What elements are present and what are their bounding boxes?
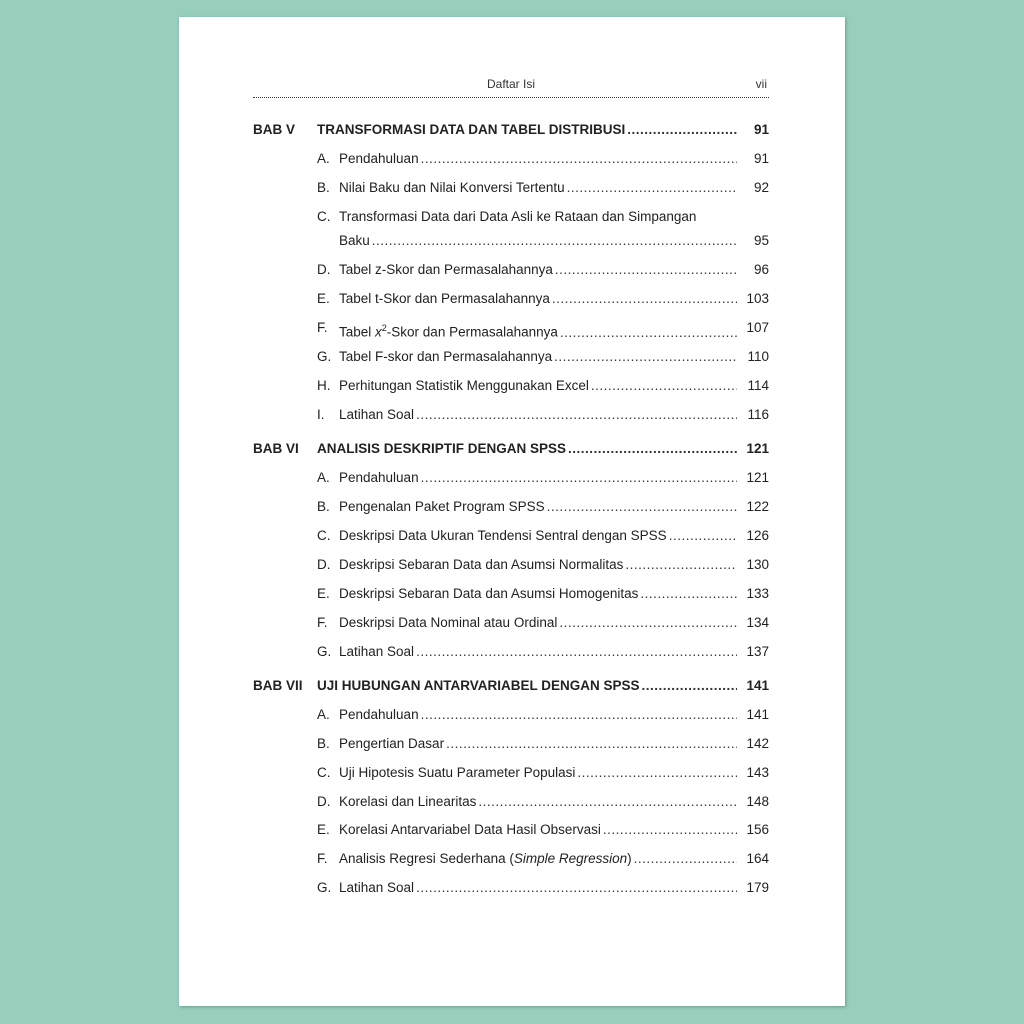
entry-page: 96 xyxy=(753,262,769,277)
chapter-label: BAB VI xyxy=(253,441,299,456)
dot-leader xyxy=(640,586,737,602)
entry-text: Tabel t-Skor dan Permasalahannya xyxy=(339,291,550,306)
entry-text: Deskripsi Data Ukuran Tendensi Sentral dengan SPSS xyxy=(339,528,667,543)
entry-page: 107 xyxy=(746,320,769,335)
page-header xyxy=(253,77,769,98)
entry-text: Uji Hipotesis Suatu Parameter Populasi xyxy=(339,765,576,780)
math-variable: x xyxy=(375,324,382,340)
entry-letter: C. xyxy=(317,765,331,780)
entry-page: 134 xyxy=(746,615,769,630)
chapter-label: BAB VII xyxy=(253,678,303,693)
entry-page: 133 xyxy=(746,586,769,601)
dot-leader xyxy=(634,851,737,867)
chapter-page: 91 xyxy=(753,122,769,137)
entry-letter: I. xyxy=(317,407,325,422)
entry-letter: G. xyxy=(317,644,332,659)
dot-leader xyxy=(478,794,737,810)
entry-text xyxy=(339,320,558,341)
entry-letter: F. xyxy=(317,615,328,630)
superscript: 2 xyxy=(381,323,387,333)
dot-leader xyxy=(421,151,737,167)
dot-leader xyxy=(372,233,737,249)
dot-leader xyxy=(547,499,737,515)
chapter-page: 121 xyxy=(746,441,769,456)
entry-text: Korelasi Antarvariabel Data Hasil Observasi xyxy=(339,822,601,837)
dot-leader xyxy=(669,528,737,544)
dot-leader xyxy=(642,678,737,694)
dot-leader xyxy=(577,765,737,781)
chapter-label: BAB V xyxy=(253,122,296,137)
entry-page: 110 xyxy=(747,349,769,364)
entry-letter: B. xyxy=(317,736,330,751)
dot-leader xyxy=(416,407,737,423)
entry-text: Latihan Soal xyxy=(339,644,415,659)
header-title: Daftar Isi xyxy=(486,77,535,91)
entry-text: Pengenalan Paket Program SPSS xyxy=(339,499,545,514)
entry-letter: D. xyxy=(317,794,331,809)
entry-page: 130 xyxy=(746,557,769,572)
dot-leader xyxy=(421,707,737,723)
dot-leader xyxy=(555,262,737,278)
entry-text: Pendahuluan xyxy=(339,470,419,485)
entry-page: 143 xyxy=(746,765,769,780)
entry-page: 116 xyxy=(747,407,769,422)
entry-text: Deskripsi Sebaran Data dan Asumsi Normalitas xyxy=(339,557,624,572)
entry-letter: G. xyxy=(317,349,332,364)
entry-text: Perhitungan Statistik Menggunakan Excel xyxy=(339,378,589,393)
entry-text: Latihan Soal xyxy=(339,407,415,422)
entry-letter: A. xyxy=(317,151,330,166)
dot-leader xyxy=(627,122,737,138)
entry-letter: G. xyxy=(317,880,332,895)
entry-letter: D. xyxy=(317,557,331,572)
entry-text: Transformasi Data dari Data Asli ke Rataan dan Simpangan xyxy=(339,209,697,224)
chapter-page: 141 xyxy=(746,678,769,693)
entry-text-part: Tabel xyxy=(339,324,376,340)
entry-page: 126 xyxy=(746,528,769,543)
chapter-title: ANALISIS DESKRIPTIF DENGAN SPSS xyxy=(317,441,567,456)
entry-text: Tabel z-Skor dan Permasalahannya xyxy=(339,262,553,277)
entry-page: 141 xyxy=(746,707,769,722)
entry-text: Pengertian Dasar xyxy=(339,736,445,751)
dot-leader xyxy=(416,644,737,660)
book-page xyxy=(179,17,845,1006)
entry-page: 179 xyxy=(746,880,769,895)
entry-page: 164 xyxy=(746,851,769,866)
entry-text-continued: Baku xyxy=(339,233,370,248)
entry-page: 148 xyxy=(746,794,769,809)
chapter-title: TRANSFORMASI DATA DAN TABEL DISTRIBUSI xyxy=(317,122,626,137)
dot-leader xyxy=(567,180,737,196)
entry-letter: E. xyxy=(317,586,330,601)
entry-letter: A. xyxy=(317,470,330,485)
dot-leader xyxy=(552,291,737,307)
dot-leader xyxy=(554,349,737,365)
entry-text: Deskripsi Data Nominal atau Ordinal xyxy=(339,615,558,630)
dot-leader xyxy=(568,441,737,457)
entry-letter: E. xyxy=(317,822,330,837)
entry-page: 92 xyxy=(753,180,769,195)
dot-leader xyxy=(625,557,737,573)
entry-letter: H. xyxy=(317,378,331,393)
entry-letter: F. xyxy=(317,320,328,335)
entry-text xyxy=(339,851,632,867)
entry-text: Pendahuluan xyxy=(339,707,419,722)
entry-letter: C. xyxy=(317,209,331,224)
entry-letter: F. xyxy=(317,851,328,866)
entry-text-part: -Skor dan Permasalahannya xyxy=(386,324,558,340)
dot-leader xyxy=(560,325,737,341)
chapter-title: UJI HUBUNGAN ANTARVARIABEL DENGAN SPSS xyxy=(317,678,640,693)
entry-page: 137 xyxy=(746,644,769,659)
entry-page: 156 xyxy=(746,822,769,837)
dot-leader xyxy=(421,470,737,486)
entry-text-italic: Simple Regression xyxy=(513,851,628,866)
dot-leader xyxy=(446,736,737,752)
entry-page: 142 xyxy=(746,736,769,751)
entry-text-part: Analisis Regresi Sederhana ( xyxy=(339,851,514,866)
entry-page: 91 xyxy=(753,151,769,166)
dot-leader xyxy=(416,880,737,896)
entry-letter: B. xyxy=(317,499,330,514)
entry-page: 122 xyxy=(746,499,769,514)
entry-page: 114 xyxy=(747,378,769,393)
entry-text: Tabel F-skor dan Permasalahannya xyxy=(339,349,553,364)
entry-letter: D. xyxy=(317,262,331,277)
entry-text-part: ) xyxy=(627,851,632,866)
entry-text: Deskripsi Sebaran Data dan Asumsi Homogenitas xyxy=(339,586,639,601)
entry-page: 121 xyxy=(746,470,769,485)
entry-letter: A. xyxy=(317,707,330,722)
dot-leader xyxy=(591,378,737,394)
header-page-number: vii xyxy=(755,77,767,91)
entry-letter: E. xyxy=(317,291,330,306)
entry-text: Korelasi dan Linearitas xyxy=(339,794,477,809)
entry-page: 95 xyxy=(753,233,769,248)
entry-letter: C. xyxy=(317,528,331,543)
entry-text: Latihan Soal xyxy=(339,880,415,895)
entry-text: Nilai Baku dan Nilai Konversi Tertentu xyxy=(339,180,565,195)
dot-leader xyxy=(603,822,737,838)
entry-letter: B. xyxy=(317,180,330,195)
entry-page: 103 xyxy=(746,291,769,306)
entry-text: Pendahuluan xyxy=(339,151,419,166)
dot-leader xyxy=(559,615,737,631)
